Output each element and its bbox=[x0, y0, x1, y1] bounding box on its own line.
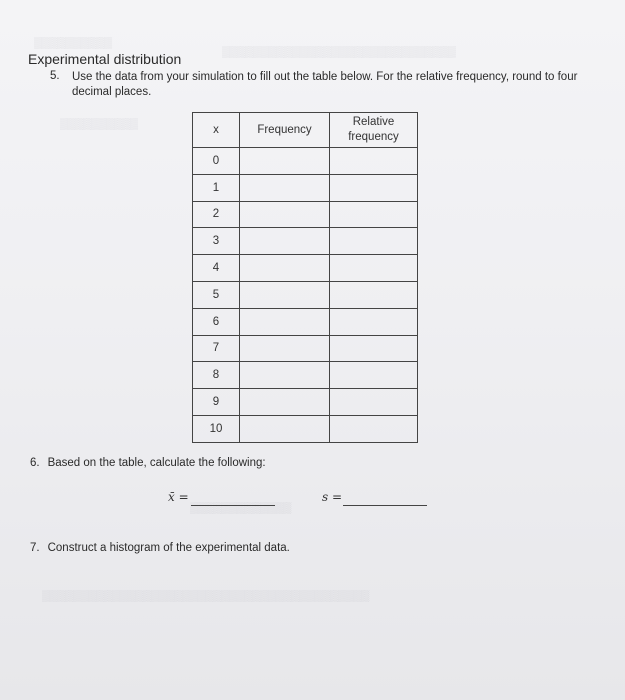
relative-frequency-cell[interactable] bbox=[330, 255, 418, 282]
relative-frequency-cell[interactable] bbox=[330, 148, 418, 175]
x-value-cell: 7 bbox=[193, 335, 240, 362]
x-value-cell: 3 bbox=[193, 228, 240, 255]
sample-mean-answer-blank[interactable] bbox=[191, 505, 275, 506]
question-number: 7. bbox=[30, 542, 40, 554]
column-header-relative-frequency: Relative frequency bbox=[330, 113, 418, 148]
question-6 bbox=[30, 457, 266, 469]
relative-frequency-cell[interactable] bbox=[330, 308, 418, 335]
frequency-cell[interactable] bbox=[240, 362, 330, 389]
x-value-cell: 2 bbox=[193, 201, 240, 228]
bleed-through-text: ▒▒▒▒▒▒▒▒▒▒▒▒▒ bbox=[190, 502, 292, 514]
table-header-row bbox=[193, 113, 418, 148]
bleed-through-text: ▒▒▒▒▒▒▒▒▒▒ bbox=[34, 37, 112, 49]
table-row bbox=[193, 201, 418, 228]
bleed-through-text: ▒▒▒▒▒▒▒▒▒▒▒▒▒▒▒▒▒▒▒▒▒▒▒▒▒▒▒▒▒▒ bbox=[222, 46, 456, 58]
relative-frequency-cell[interactable] bbox=[330, 415, 418, 442]
relative-frequency-cell[interactable] bbox=[330, 335, 418, 362]
frequency-cell[interactable] bbox=[240, 335, 330, 362]
column-header-x: x bbox=[193, 113, 240, 148]
table-row bbox=[193, 362, 418, 389]
sample-mean-label: x̄ = bbox=[168, 490, 189, 504]
x-value-cell: 6 bbox=[193, 308, 240, 335]
question-number: 6. bbox=[30, 457, 40, 469]
relative-frequency-cell[interactable] bbox=[330, 201, 418, 228]
frequency-cell[interactable] bbox=[240, 281, 330, 308]
x-value-cell: 4 bbox=[193, 255, 240, 282]
frequency-cell[interactable] bbox=[240, 174, 330, 201]
frequency-cell[interactable] bbox=[240, 201, 330, 228]
table-row bbox=[193, 389, 418, 416]
x-value-cell: 5 bbox=[193, 281, 240, 308]
frequency-table bbox=[192, 112, 418, 443]
relative-frequency-cell[interactable] bbox=[330, 389, 418, 416]
x-value-cell: 1 bbox=[193, 174, 240, 201]
relative-frequency-cell[interactable] bbox=[330, 174, 418, 201]
table-row bbox=[193, 281, 418, 308]
frequency-cell[interactable] bbox=[240, 148, 330, 175]
column-header-frequency: Frequency bbox=[240, 113, 330, 148]
bleed-through-text: ▒▒▒▒▒▒▒▒▒▒ bbox=[60, 118, 138, 130]
question-7 bbox=[30, 542, 290, 554]
table-row bbox=[193, 228, 418, 255]
bleed-through-text: ▒▒▒▒▒▒▒▒▒▒▒▒▒▒▒▒▒▒▒▒▒▒▒▒▒▒▒▒▒▒▒▒▒▒▒▒▒▒▒▒▒▒ bbox=[42, 590, 370, 602]
table-row bbox=[193, 255, 418, 282]
frequency-cell[interactable] bbox=[240, 415, 330, 442]
table-row bbox=[193, 308, 418, 335]
table-row bbox=[193, 335, 418, 362]
sample-sd-label: s = bbox=[322, 490, 343, 504]
x-value-cell: 10 bbox=[193, 415, 240, 442]
question-number: 5. bbox=[50, 70, 60, 82]
question-text: Construct a histogram of the experimental data. bbox=[47, 542, 290, 554]
frequency-cell[interactable] bbox=[240, 308, 330, 335]
frequency-cell[interactable] bbox=[240, 228, 330, 255]
x-value-cell: 9 bbox=[193, 389, 240, 416]
frequency-cell[interactable] bbox=[240, 389, 330, 416]
table-row bbox=[193, 415, 418, 442]
frequency-cell[interactable] bbox=[240, 255, 330, 282]
relative-frequency-cell[interactable] bbox=[330, 362, 418, 389]
section-heading: Experimental distribution bbox=[28, 51, 182, 67]
table-row bbox=[193, 174, 418, 201]
table-row bbox=[193, 148, 418, 175]
question-text: Based on the table, calculate the following: bbox=[47, 457, 266, 469]
relative-frequency-cell[interactable] bbox=[330, 281, 418, 308]
sample-sd-answer-blank[interactable] bbox=[343, 505, 427, 506]
relative-frequency-cell[interactable] bbox=[330, 228, 418, 255]
question-text: Use the data from your simulation to fill out the table below. For the relative frequency, round to four decimal places. bbox=[72, 71, 578, 98]
x-value-cell: 0 bbox=[193, 148, 240, 175]
x-value-cell: 8 bbox=[193, 362, 240, 389]
